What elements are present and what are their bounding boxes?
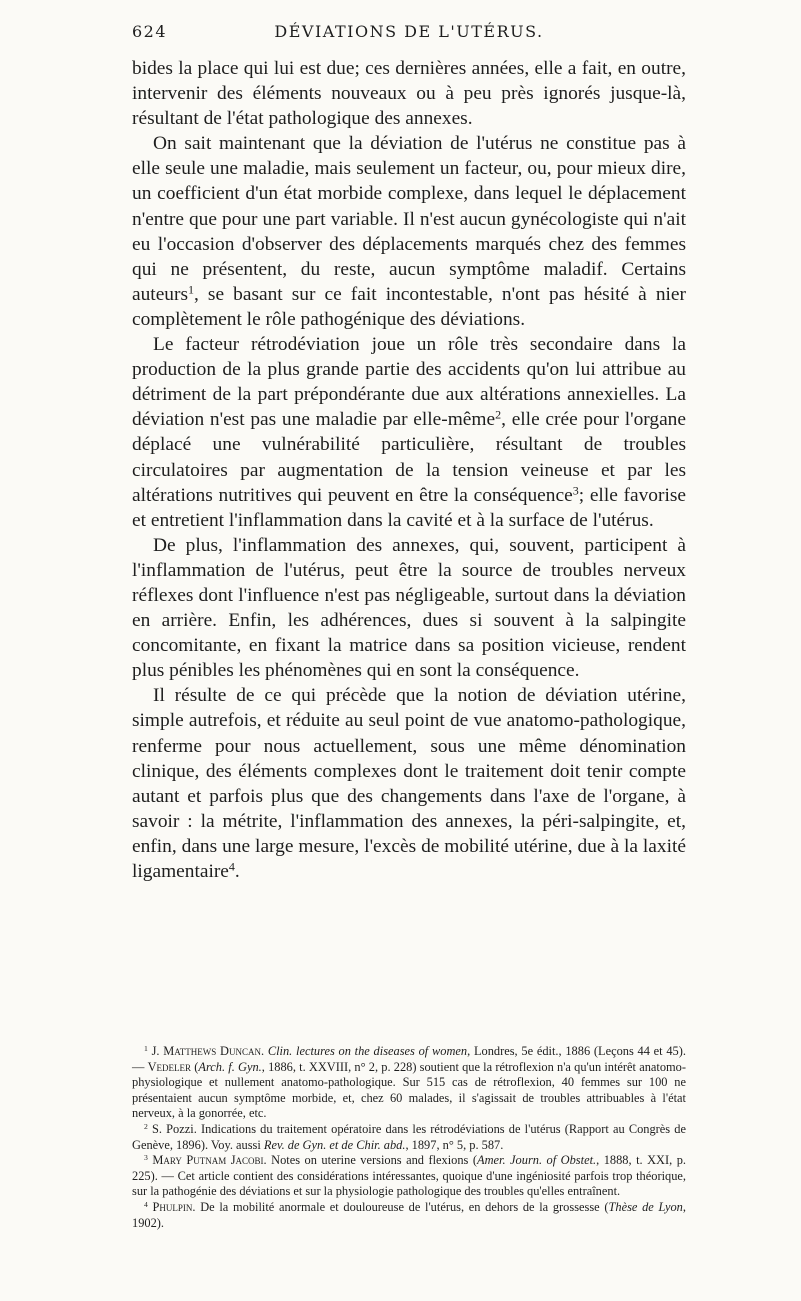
footnote-3-text-2: , 1888, t. XXI, p. 225). — Cet article contient des considérations intéressantes, quoique d'une ingéniosité parfois trop théorique, sur la pathogénie des déviations et sur la physiologie pathologique des troubles qu'elles entraînent. [132, 1153, 687, 1199]
paragraph-4-text: De plus, l'inflammation des annexes, qui, souvent, participent à l'inflammation de l'utérus, peut être la source de troubles nerveux réflexes dont l'influence n'est pas négligeable, surtout dans la déviation en arrière. Enfin, les adhérences, dues si souvent à la salpingite concomitante, en fixant la matrice dans sa position vicieuse, rendent plus pénibles les phénomènes qui en sont la conséquence. [132, 534, 686, 682]
footnote-3-mark: 3 [144, 1152, 148, 1162]
footnote-4-text-2: , 1902). [132, 1199, 686, 1230]
footnote-4-thesis: Thèse de Lyon [608, 1199, 683, 1214]
paragraph-2-text-a: On sait maintenant que la déviation de l'utérus ne constitue pas à elle seule une maladie, mais seulement un facteur, ou, pour mieux dire, un coefficient d'un état morbide complexe, dans lequel le déplacement n'entre que pour une part variable. Il n'est aucun gynécologiste qui n'ait eu l'occasion d'observer des déplacements marqués chez des femmes qui ne présentent, du reste, aucun symptôme maladif. Certains auteurs [132, 133, 686, 305]
paragraph-1 [132, 56, 686, 131]
footnote-1-mark: 1 [144, 1043, 148, 1053]
footnote-3-text-1: Notes on uterine versions and flexions ( [266, 1153, 477, 1168]
footnote-4-author: Phulpin. [152, 1199, 196, 1214]
footnote-1-author: J. Matthews Duncan. [151, 1044, 265, 1058]
footnote-2-text-2: , 1897, n° 5, p. 587. [405, 1137, 504, 1152]
paragraph-3 [132, 332, 686, 533]
paragraph-2 [132, 131, 686, 332]
footnote-ref-4: 4 [228, 859, 235, 874]
footnote-1-work: Clin. lectures on the diseases of women [267, 1044, 468, 1058]
paragraph-3-text-c: ; elle favorise et entretient l'inflammation dans la cavité et à la surface de l'utérus. [132, 484, 686, 531]
footnote-4-text-1: De la mobilité anormale et douloureuse de l'utérus, en dehors de la grossesse ( [195, 1199, 609, 1214]
footnote-1-text-3: , 1886, t. XXVIII, n° 2, p. 228) soutient que la rétroflexion n'a qu'un intérêt anatomo-physiologique et nullement anatomo-pathologique. Sur 515 cas de rétroflexion, 40 femmes sur 100 ne présentaient aucun symptôme morbide, et, chez 60 malades, il s'agissait de troubles attribuables à l'état nerveux, à la gonorrée, etc. [132, 1059, 686, 1121]
footnote-1-author-2: Vedeler [147, 1059, 192, 1074]
paragraph-5-text-b: . [234, 861, 240, 882]
paragraph-3-text-a: Le facteur rétrodéviation joue un rôle très secondaire dans la production de la plus grande partie des accidents qu'on lui attribue au détriment de la part prépondérante due aux altérations annexielles. La déviation n'est pas une maladie par elle-même [132, 334, 686, 431]
paragraph-5-text-a: Il résulte de ce qui précède que la notion de déviation utérine, simple autrefois, et réduite au seul point de vue anatomo-pathologique, renferme pour nous actuellement, sous une même dénomination clinique, des éléments complexes dont le traitement doit tenir compte autant et parfois plus que des changements dans l'axe de l'organe, à savoir : la métrite, l'inflammation des annexes, la péri-salpingite, et, enfin, dans une large mesure, l'excès de mobilité utérine, due à la laxité ligamentaire [132, 685, 686, 882]
paragraph-5 [132, 683, 686, 884]
footnote-2 [132, 1122, 686, 1153]
footnote-3-journal: Amer. Journ. of Obstet. [477, 1153, 597, 1168]
running-header [132, 22, 686, 46]
footnote-ref-1: 1 [188, 282, 195, 297]
footnote-1-text-2: ( [191, 1059, 199, 1074]
page-number: 624 [132, 22, 168, 41]
footnote-2-text-1: S. Pozzi. Indications du traitement opératoire dans les rétrodéviations de l'utérus (Rapport au Congrès de Genève, 1896). Voy. aussi [132, 1121, 686, 1152]
footnote-2-journal: Rev. de Gyn. et de Chir. abd. [263, 1137, 406, 1152]
footnote-1 [132, 1044, 686, 1122]
paragraph-1-text: bides la place qui lui est due; ces dernières années, elle a fait, en outre, intervenir des éléments nouveaux ou à peu près ignorés jusque-là, résultant de l'état pathologique des annexes. [132, 58, 686, 130]
main-text [132, 56, 686, 884]
paragraph-3-text-b: , elle crée pour l'organe déplacé une vulnérabilité particulière, résultant de troubles circulatoires par augmentation de la tension veineuse et par les altérations nutritives qui peuvent en être la conséquence [132, 409, 686, 506]
footnotes [132, 1044, 686, 1231]
paragraph-2-text-b: , se basant sur ce fait incontestable, n'ont pas hésité à nier complètement le rôle pathogénique des déviations. [132, 283, 686, 330]
footnote-ref-3: 3 [572, 482, 579, 497]
running-title: DÉVIATIONS DE L'UTÉRUS. [274, 22, 544, 41]
footnote-2-mark: 2 [144, 1121, 148, 1131]
footnote-4-mark: 4 [144, 1199, 148, 1209]
footnote-4 [132, 1200, 686, 1231]
footnote-ref-2: 2 [495, 407, 502, 422]
footnote-1-text-1: , Londres, 5e édit., 1886 (Leçons 44 et 45). — [132, 1044, 686, 1074]
footnote-1-journal: Arch. f. Gyn. [198, 1059, 262, 1074]
footnote-3-author: Mary Putnam Jacobi. [152, 1153, 267, 1168]
footnote-3 [132, 1153, 686, 1200]
paragraph-4 [132, 533, 686, 684]
